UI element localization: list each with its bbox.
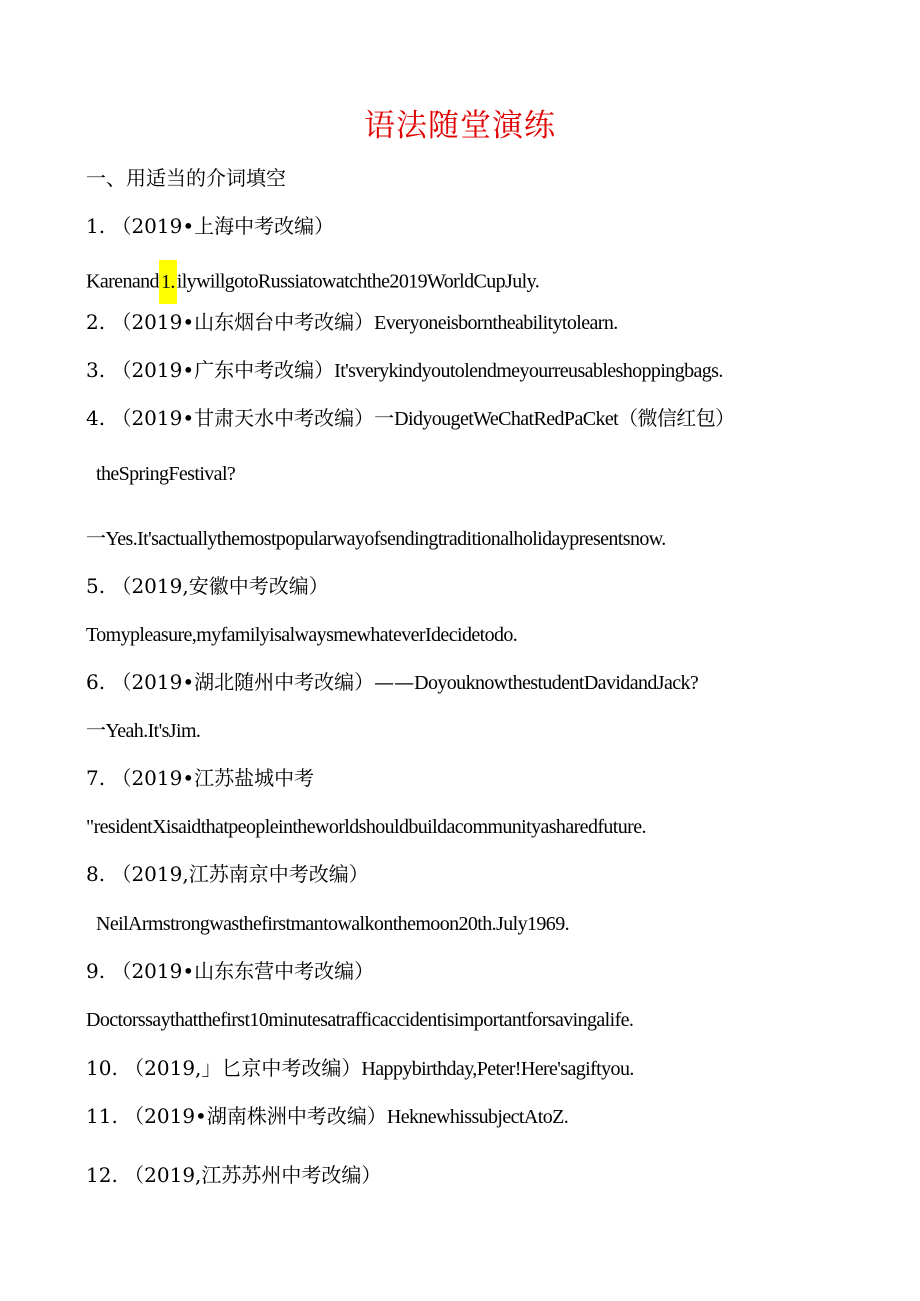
question-text: NeilArmstrongwasthefirstmantowalkonthemoon20th.July1969. [96,913,570,935]
question-text: HeknewhissubjectAtoZ. [386,1106,569,1128]
question-text: Happybirthday,Peter!Here'sagiftyou. [361,1058,634,1080]
question-7-source [86,764,314,792]
question-source: 9. （2019•山东东营中考改编） [86,959,375,983]
question-9-text [86,1005,633,1034]
page-title: 语法随堂演练 [364,108,556,144]
question-source: 5. （2019,安徽中考改编） [86,574,329,598]
question-source: 3. （2019•广东中考改编） [86,358,335,382]
section-heading: 一、用适当的介词填空 [86,166,286,190]
question-4-answer [86,524,666,553]
question-4-continued [96,459,235,488]
question-2 [86,308,618,337]
highlighted-mark: 1. [159,260,177,304]
question-text: It'sverykindyoutolendmeyourreusableshoppingbags. [334,360,723,382]
question-text: DidyougetWeChatRedPaCket（微信红包） [394,408,735,430]
question-3 [86,356,723,385]
question-source: 1. （2019•上海中考改编） [86,214,335,238]
question-source: 8. （2019,江苏南京中考改编） [86,862,369,886]
question-text: theSpringFestival? [96,463,236,485]
question-source: 4. （2019•甘肃天水中考改编）一 [86,406,395,430]
question-text: 一Yes.It'sactuallythemostpopularwayofsendingtraditionalholidaypresentsnow. [86,528,666,550]
question-4 [86,404,735,433]
question-5-source [86,572,329,600]
question-11 [86,1102,568,1131]
question-text: Doctorssaythatthefirst10minutesatrafficaccidentisimportantforsavingalife. [86,1009,634,1031]
question-source: 10. （2019,」匕京中考改编） [86,1056,362,1080]
question-text-post: ilywillgotoRussiatowatchthe2019WorldCupJuly. [176,270,540,293]
question-source: 7. （2019•江苏盐城中考 [86,766,315,790]
question-text-pre: Karenand [86,270,159,293]
question-1-source [86,212,334,240]
question-5-text [86,620,517,649]
question-text: "residentXisaidthatpeopleintheworldshouldbuildacommunityasharedfuture. [86,816,646,838]
question-text: DoyouknowthestudentDavidandJack? [414,672,699,694]
question-6 [86,668,698,697]
question-source: 6. （2019•湖北随州中考改编）—— [86,670,415,694]
question-7-text [86,812,646,841]
question-text: Tomypleasure,myfamilyisalwaysmewhateverIdecidetodo. [86,624,518,646]
question-text: 一Yeah.It'sJim. [86,720,201,742]
question-8-text [96,909,569,938]
question-12 [86,1161,381,1189]
question-source: 12. （2019,江苏苏州中考改编） [86,1163,382,1187]
question-6-answer [86,716,200,745]
question-8-source [86,860,369,888]
question-text: Everyoneisborntheabilitytolearn. [374,312,618,334]
question-9-source [86,957,374,985]
question-source: 2. （2019•山东烟台中考改编） [86,310,375,334]
question-source: 11. （2019•湖南株洲中考改编） [86,1104,387,1128]
question-1-text [86,260,539,304]
question-10 [86,1054,634,1083]
